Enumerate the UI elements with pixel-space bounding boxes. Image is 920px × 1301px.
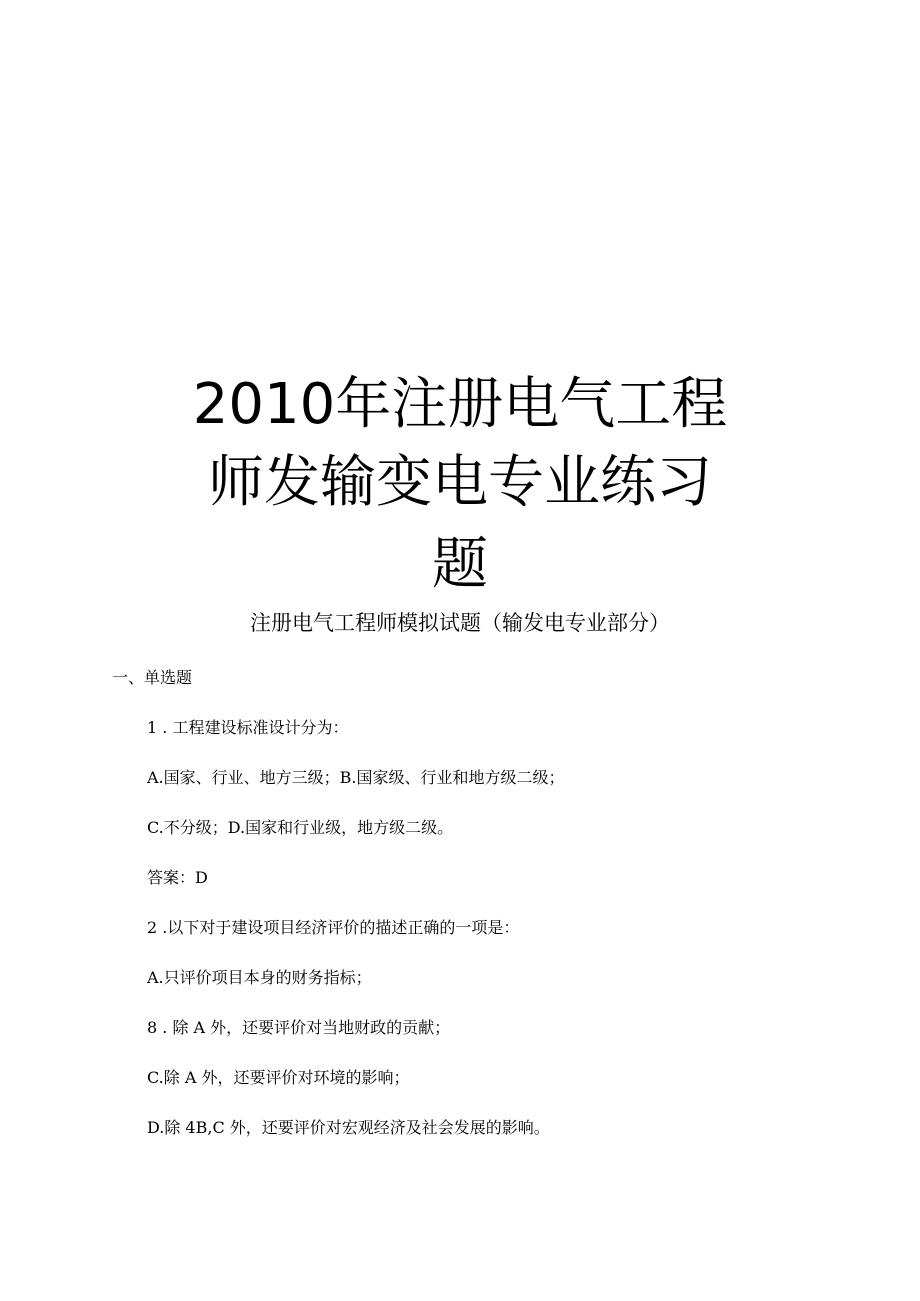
question-2-option-d: D.除 4B,C 外，还要评价对宏观经济及社会发展的影响。 — [147, 1118, 550, 1137]
question-1-text: 1 . 工程建设标准设计分为： — [147, 718, 349, 737]
question-2-option-a: A.只评价项目本身的财务指标； — [147, 968, 372, 987]
document-title-line-1: 2010年注册电气工程 — [192, 372, 728, 437]
question-2-option-b: 8 . 除 A 外，还要评价对当地财政的贡献； — [147, 1018, 451, 1037]
section-heading: 一、单选题 — [112, 668, 193, 687]
question-2-text: 2 .以下对于建设项目经济评价的描述正确的一项是： — [147, 918, 520, 937]
document-title-line-2: 师发输变电专业练习 — [208, 450, 712, 515]
question-1-options-ab: A.国家、行业、地方三级；B.国家级、行业和地方级二级； — [147, 768, 565, 787]
document-subtitle: 注册电气工程师模拟试题（输发电专业部分） — [250, 611, 670, 635]
question-2-option-c: C.除 A 外，还要评价对环境的影响； — [147, 1068, 410, 1087]
document-title-line-3: 题 — [432, 532, 488, 597]
question-1-options-cd: C.不分级；D.国家和行业级，地方级二级。 — [147, 818, 454, 837]
question-1-answer: 答案：D — [147, 868, 208, 887]
